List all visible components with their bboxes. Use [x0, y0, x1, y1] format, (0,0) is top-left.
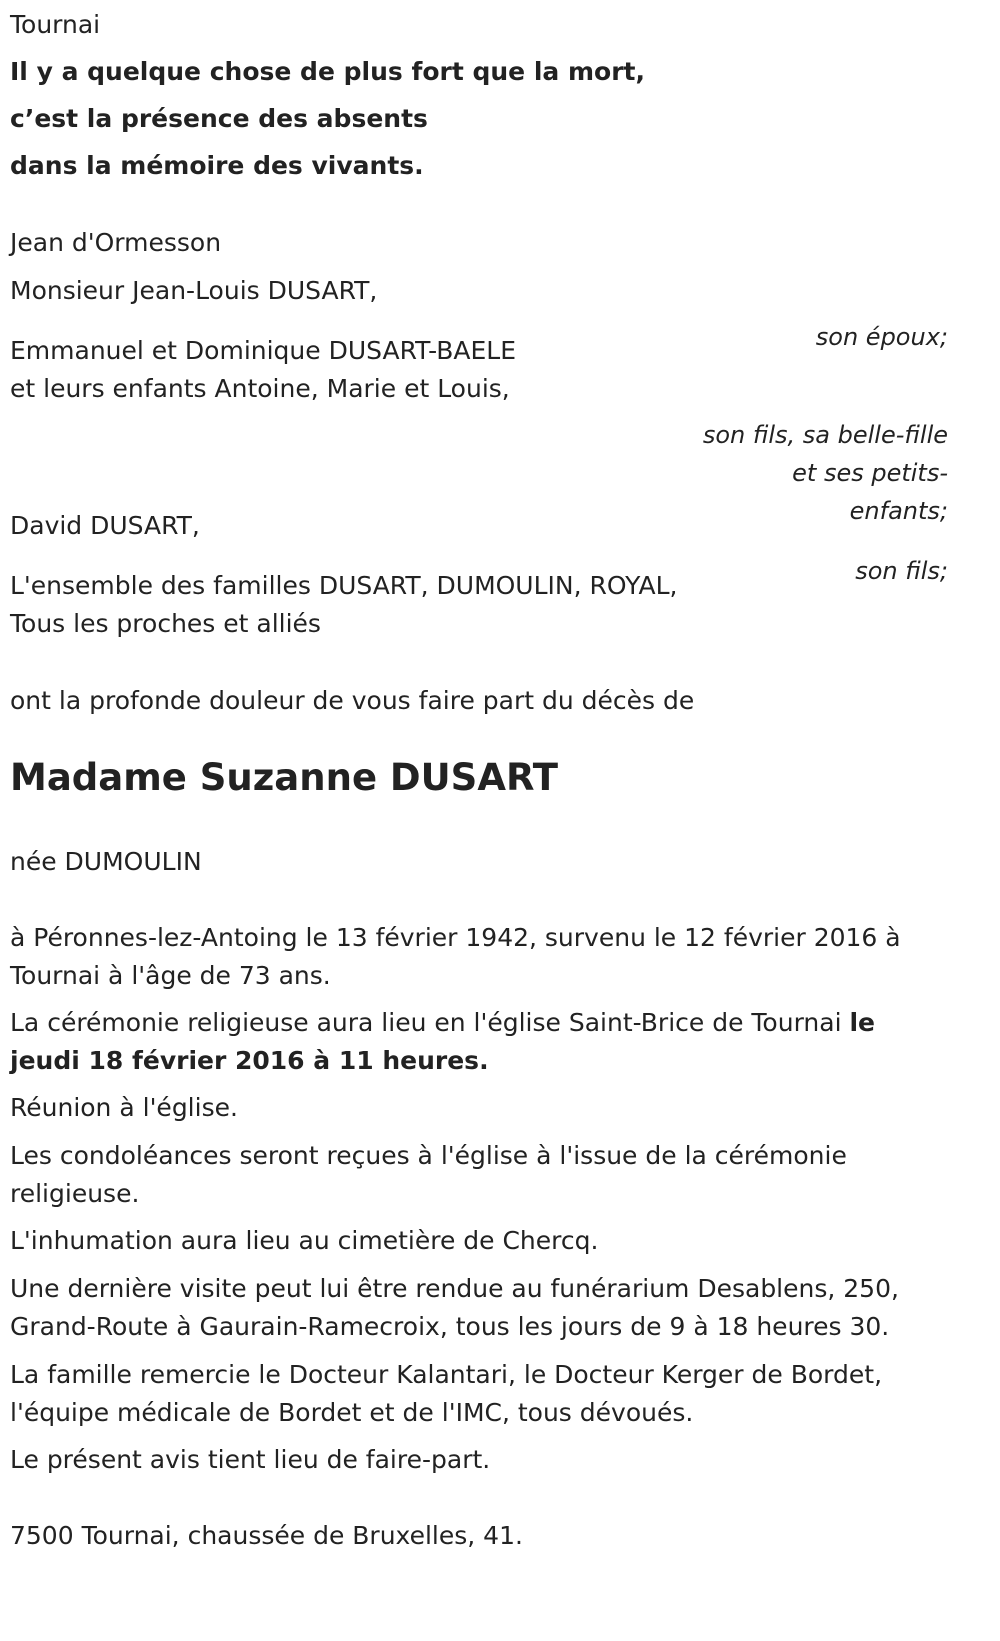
quote-author: Jean d'Ormesson: [10, 228, 222, 257]
family-son-1-line-1: Emmanuel et Dominique DUSART-BAELE: [10, 336, 517, 365]
announcement: ont la profonde douleur de vous faire part du décès de: [10, 686, 695, 715]
thanks-line-1: La famille remercie le Docteur Kalantari, le Docteur Kerger de Bordet,: [10, 1360, 883, 1389]
ceremony-text: La cérémonie religieuse aura lieu en l'église Saint-Brice de Tournai: [10, 1008, 850, 1037]
relation-son-2: son fils;: [855, 557, 948, 585]
relation-son-1-line-1: son fils, sa belle-fille: [702, 421, 948, 449]
address: 7500 Tournai, chaussée de Bruxelles, 41.: [10, 1521, 523, 1550]
relation-son-1-line-3: enfants;: [849, 497, 948, 525]
ceremony-line-1: [10, 1003, 875, 1042]
deceased-name: Madame Suzanne DUSART: [10, 756, 559, 799]
family-others-line-1: L'ensemble des familles DUSART, DUMOULIN, ROYAL,: [10, 571, 678, 600]
condolences-line-2: religieuse.: [10, 1179, 140, 1208]
notice: Le présent avis tient lieu de faire-part.: [10, 1445, 491, 1474]
quote-line-3: dans la mémoire des vivants.: [10, 151, 424, 180]
birth-name: née DUMOULIN: [10, 847, 202, 876]
ceremony-date: jeudi 18 février 2016 à 11 heures.: [10, 1046, 489, 1075]
thanks-line-2: l'équipe médicale de Bordet et de l'IMC, tous dévoués.: [10, 1398, 694, 1427]
family-son-2: David DUSART,: [10, 511, 200, 540]
visit-line-2: Grand-Route à Gaurain-Ramecroix, tous les jours de 9 à 18 heures 30.: [10, 1312, 890, 1341]
quote-line-1: Il y a quelque chose de plus fort que la mort,: [10, 57, 645, 86]
birth-line-1: à Péronnes-lez-Antoing le 13 février 1942, survenu le 12 février 2016 à: [10, 923, 901, 952]
family-others-line-2: Tous les proches et alliés: [10, 609, 321, 638]
relation-spouse: son époux;: [815, 323, 948, 351]
birth-line-2: Tournai à l'âge de 73 ans.: [10, 961, 331, 990]
family-spouse: Monsieur Jean-Louis DUSART,: [10, 276, 378, 305]
location: Tournai: [10, 10, 101, 39]
ceremony-date-start: le: [849, 1008, 875, 1037]
condolences-line-1: Les condoléances seront reçues à l'église à l'issue de la cérémonie: [10, 1141, 847, 1170]
family-son-1-line-2: et leurs enfants Antoine, Marie et Louis,: [10, 374, 510, 403]
meeting: Réunion à l'église.: [10, 1093, 238, 1122]
relation-son-1-line-2: et ses petits-: [792, 459, 948, 487]
visit-line-1: Une dernière visite peut lui être rendue au funérarium Desablens, 250,: [10, 1274, 899, 1303]
quote-line-2: c’est la présence des absents: [10, 104, 428, 133]
burial: L'inhumation aura lieu au cimetière de Chercq.: [10, 1226, 599, 1255]
